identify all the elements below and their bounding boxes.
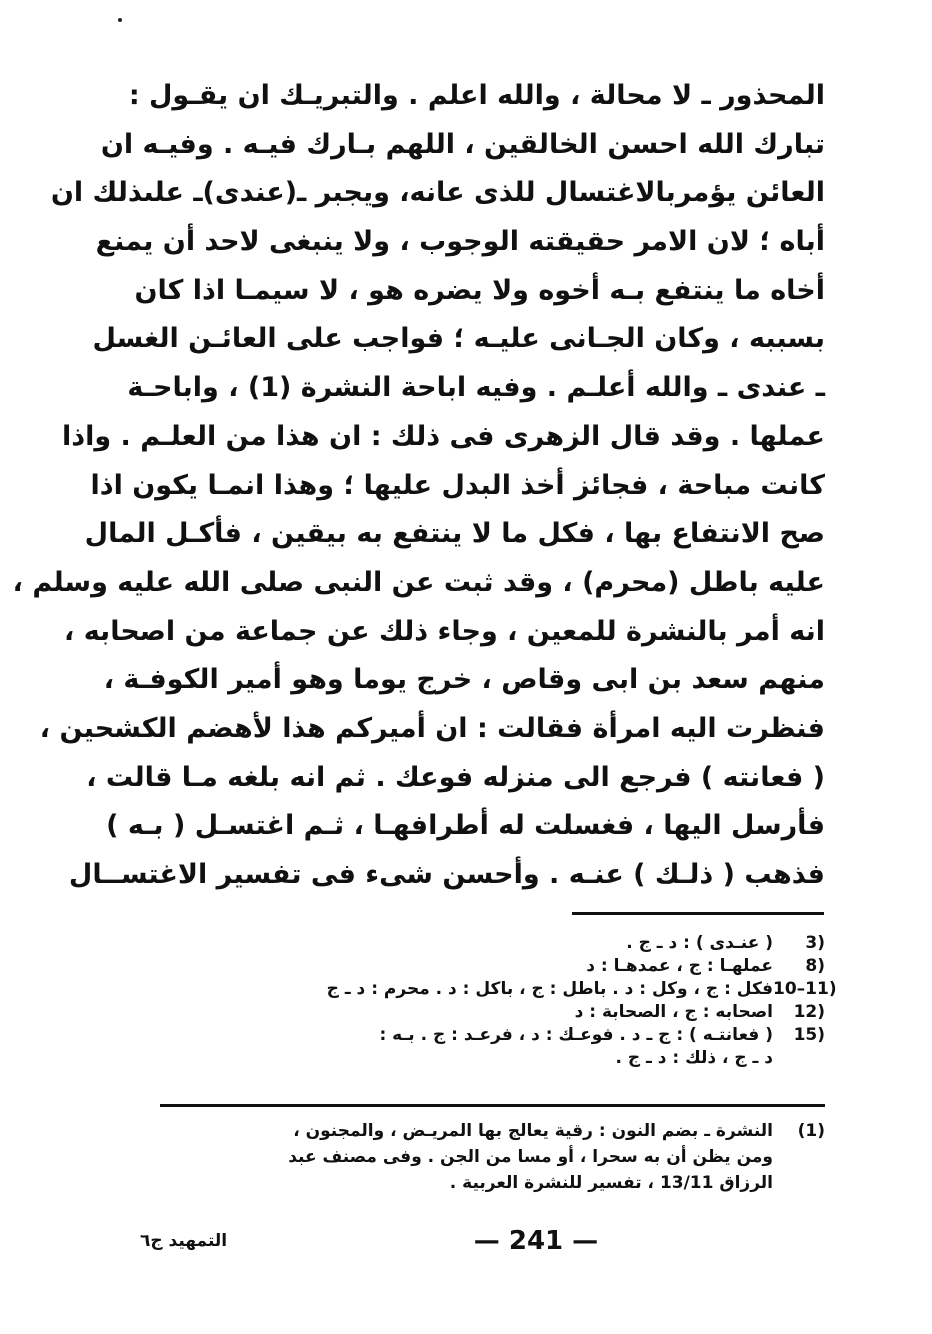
variant-readings-apparatus	[160, 932, 837, 1070]
apparatus-separator-rule	[572, 912, 824, 915]
text-line-13: منهم سعد بن ابى وقاص ، خرج يوما وهو أمير الكوفـة ،	[103, 664, 825, 696]
text-line-11: عليه باطل (محرم) ، وقد ثبت عن النبى صلى الله عليه وسلم ،	[12, 566, 825, 598]
variant-line-ref: 3)	[805, 933, 825, 953]
main-text-block	[12, 72, 825, 900]
variant-line-ref: 15)	[793, 1025, 825, 1045]
stray-ink-dot	[118, 18, 122, 22]
text-line-1: المحذور ـ لا محالة ، والله اعلم . والتبريـك ان يقـول :	[128, 80, 825, 111]
text-line-3: العائن يؤمربالاغتسال للذى عانه، ويجبر ـ(عندى)ـ علىذلك ان	[50, 177, 825, 209]
footnote-separator-rule	[160, 1104, 825, 1107]
text-line-15: ( فعانته ) فرجع الى منزله فوعك . ثم انه بلغه مـا قالت ،	[86, 761, 825, 793]
text-line-10: صح الانتفاع بها ، فكل ما لا ينتفع به بيقين ، فأكـل المال	[84, 518, 825, 550]
footnote-line: الرزاق 13/11 ، تفسير للنشرة العربية .	[449, 1173, 773, 1193]
text-line-8: عملها . وقد قال الزهرى فى ذلك : ان هذا من العلـم . واذا	[61, 420, 825, 452]
text-line-6: بسببه ، وكان الجـانى عليـه ؛ فواجب على العائـن الغسل	[92, 323, 825, 355]
variant-entry	[160, 955, 825, 978]
page-number: — 241 —	[473, 1226, 599, 1256]
variant-entry	[160, 978, 837, 1001]
variant-entry	[160, 932, 825, 955]
variant-line-ref: 12)	[793, 1002, 825, 1022]
text-line-2: تبارك الله احسن الخالقين ، اللهم بـارك فيـه . وفيـه ان	[100, 128, 825, 160]
footnote-line: ومن يظن أن به سحرا ، أو مسا من الجن . وفى مصنف عبد	[288, 1147, 773, 1167]
footnote-line: النشرة ـ بضم النون : رقية يعالج بها المريـض ، والمجنون ،	[293, 1121, 773, 1141]
variant-text: ( فعانتـه ) : ج ـ د . فوعـك : د ، فرعـد : ج . بـه :	[379, 1025, 773, 1045]
variant-line-ref: 10–11)	[773, 979, 837, 999]
text-line-14: فنظرت اليه امرأة فقالت : ان أميركم هذا لأهضم الكشحين ،	[39, 712, 825, 744]
text-line-16: فأرسل اليها ، فغسلت له أطرافهـا ، ثـم اغتسـل ( بـه )	[106, 810, 825, 842]
text-line-4: أباه ؛ لان الامر حقيقته الوجوب ، ولا ينبغى لاحد أن يمنع	[95, 226, 825, 258]
variant-line-ref	[773, 1047, 825, 1070]
text-line-17: فذهب ( ذلـك ) عنـه . وأحسن شىء فى تفسير الاغتســال	[68, 859, 825, 890]
running-title: التمهيد ج٦	[140, 1231, 228, 1251]
text-line-5: أخاه ما ينتفع بـه أخوه ولا يضره هو ، لا سيمـا اذا كان	[134, 274, 825, 306]
variant-text: فكل : ج ، وكل : د . باطل : ج ، باكل : د . محرم : د ـ ج	[326, 979, 773, 999]
variant-text: د ـ ج ، ذلك : د ـ ج .	[615, 1048, 773, 1068]
variant-entry-continuation	[160, 1047, 825, 1070]
footnote	[160, 1118, 825, 1196]
text-line-12: انه أمر بالنشرة للمعين ، وجاء ذلك عن جماعة من اصحابه ،	[64, 615, 825, 647]
variant-entry	[160, 1001, 825, 1024]
text-line-7: ـ عندى ـ والله أعلـم . وفيه اباحة النشرة (1) ، واباحـة	[127, 372, 825, 404]
footnote-marker: (1)	[797, 1121, 825, 1141]
variant-text: ( عنـدى ) : د ـ ج .	[626, 933, 773, 953]
text-line-9: كانت مباحة ، فجائز أخذ البدل عليها ؛ وهذا انمـا يكون اذا	[90, 469, 825, 501]
variant-text: اصحابه : ج ، الصحابة : د	[574, 1002, 773, 1022]
variant-line-ref: 8)	[805, 956, 825, 976]
footnote-body	[160, 1118, 773, 1196]
variant-text: عملهـا : ج ، عمدهـا : د	[586, 956, 773, 976]
variant-entry	[160, 1024, 825, 1047]
